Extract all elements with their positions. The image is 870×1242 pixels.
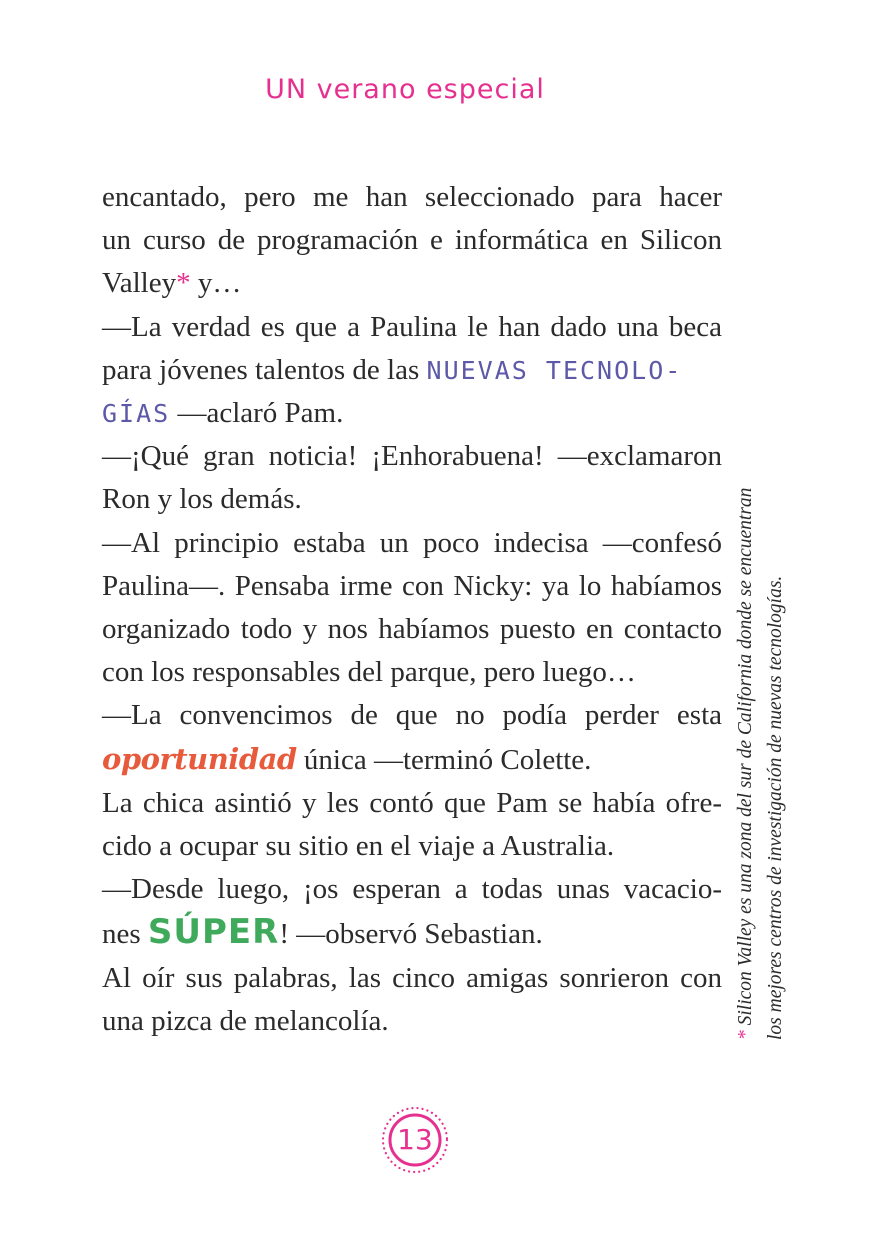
text-line	[102, 349, 722, 392]
text-segment: ! —observó Sebastian.	[279, 918, 543, 951]
footnote-marker: *	[735, 1030, 756, 1040]
text-segment: Valley	[102, 267, 177, 300]
text-line: —La convencimos de que no podía perder esta	[102, 699, 722, 732]
footnote-line	[731, 400, 761, 1040]
text-line: Ron y los demás.	[102, 483, 302, 516]
text-line: con los responsables del parque, pero luego…	[102, 656, 636, 689]
nuevas-tecnologias-highlight: NUEVAS TECNOLO-	[426, 355, 683, 385]
text-line: un curso de programación e informática en Silicon	[102, 224, 722, 257]
oportunidad-highlight: oportunidad	[102, 741, 297, 776]
text-line	[102, 392, 722, 435]
page-number: 13	[397, 1123, 433, 1156]
text-line: —La verdad es que a Paulina le han dado una beca	[102, 310, 722, 343]
nuevas-tecnologias-highlight: GÍAS	[102, 399, 171, 429]
body-text	[102, 176, 722, 1043]
text-segment: nes	[102, 918, 148, 951]
text-segment: única —terminó Colette.	[296, 743, 592, 776]
text-segment: y…	[190, 267, 242, 300]
text-line: organizado todo y nos habíamos puesto en contacto	[102, 613, 722, 646]
page-number-badge	[378, 1104, 452, 1176]
text-line: —¡Qué gran noticia! ¡Enhorabuena! —exclamaron	[102, 440, 722, 473]
text-line: cido a ocupar su sitio en el viaje a Australia.	[102, 830, 615, 863]
footnote-line: los mejores centros de investigación de nuevas tecnologías.	[765, 575, 786, 1040]
text-line	[102, 738, 722, 782]
text-segment: para jóvenes talentos de las	[102, 353, 427, 386]
text-line: Paulina—. Pensaba irme con Nicky: ya lo habíamos	[102, 569, 722, 602]
text-line: Al oír sus palabras, las cinco amigas sonrieron con	[102, 961, 722, 994]
text-line	[102, 911, 722, 956]
footnote-marker: *	[176, 267, 191, 300]
footnote-text: Silicon Valley es una zona del sur de California donde se encuentran	[735, 487, 756, 1031]
text-line: encantado, pero me han seleccionado para hacer	[102, 181, 722, 213]
super-highlight: SÚPER	[147, 912, 280, 953]
text-line: —Al principio estaba un poco indecisa —confesó	[102, 526, 722, 559]
text-line	[102, 262, 722, 305]
footnote	[731, 400, 791, 1040]
text-segment: —aclaró Pam.	[170, 397, 344, 430]
running-title: UN verano especial	[265, 74, 545, 105]
text-line: —Desde luego, ¡os esperan a todas unas vacacio-	[102, 873, 722, 906]
text-line: una pizca de melancolía.	[102, 1004, 389, 1037]
text-line: La chica asintió y les contó que Pam se había ofre-	[102, 786, 722, 819]
